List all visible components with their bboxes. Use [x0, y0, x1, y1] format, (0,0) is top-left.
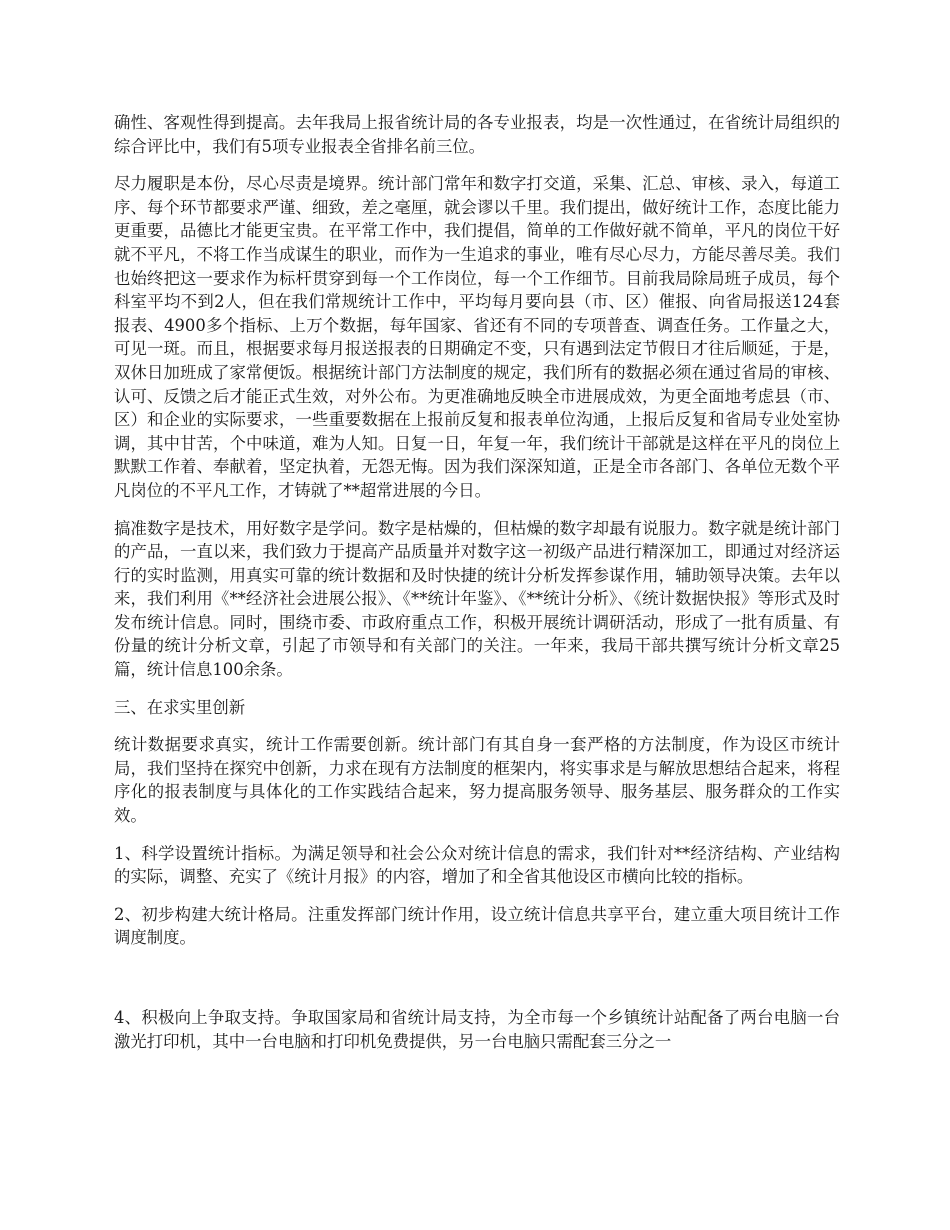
document-body — [114, 111, 840, 1067]
section-heading: 三、在求实里创新 — [114, 697, 246, 717]
paragraph-3: 搞准数字是技术，用好数字是学问。数字是枯燥的，但枯燥的数字却最有说服力。数字就是统计部门的产品，一直以来，我们致力于提高产品质量并对数字这一初级产品进行精深加工，即通过对经济运行的实时监测，用真实可靠的统计数据和及时快捷的统计分析发挥参谋作用，辅助领导决策。去年以来，我们利用《**经济社会进展公报》、《**统计年鉴》、《**统计分析》、《统计数据快报》等形式及时发布统计信息。同时，围绕市委、市政府重点工作，积极开展统计调研活动，形成了一批有质量、有份量的统计分析文章，引起了市领导和有关部门的关注。一年来，我局干部共撰写统计分析文章25篇，统计信息100余条。 — [114, 518, 840, 680]
list-item-1: 1、科学设置统计指标。为满足领导和社会公众对统计信息的需求，我们针对**经济结构、产业结构的实际，调整、充实了《统计月报》的内容，增加了和全省其他设区市横向比较的指标。 — [114, 843, 840, 887]
blank-spacer — [114, 964, 840, 1006]
paragraph-4: 统计数据要求真实，统计工作需要创新。统计部门有其自身一套严格的方法制度，作为设区市统计局，我们坚持在探究中创新，力求在现有方法制度的框架内，将实事求是与解放思想结合起来，将程序化的报表制度与具体化的工作实践结合起来，努力提高服务领导、服务基层、服务群众的工作实效。 — [114, 735, 840, 826]
paragraph-1: 确性、客观性得到提高。去年我局上报省统计局的各专业报表，均是一次性通过，在省统计局组织的综合评比中，我们有5项专业报表全省排名前三位。 — [114, 113, 840, 156]
paragraph-2: 尽力履职是本份，尽心尽责是境界。统计部门常年和数字打交道，采集、汇总、审核、录入，每道工序、每个环节都要求严谨、细致，差之毫厘，就会谬以千里。我们提出，做好统计工作，态度比能力更重要，品德比才能更宝贵。在平常工作中，我们提倡，简单的工作做好就不简单，平凡的岗位干好就不平凡，不将工作当成谋生的职业，而作为一生追求的事业，唯有尽心尽力，方能尽善尽美。我们也始终把这一要求作为标杆贯穿到每一个工作岗位，每一个工作细节。目前我局除局班子成员，每个科室平均不到2人，但在我们常规统计工作中，平均每月要向县（市、区）催报、向省局报送124套报表、4900多个指标、上万个数据，每年国家、省还有不同的专项普查、调查任务。工作量之大，可见一斑。而且，根据要求每月报送报表的日期确定不变，只有遇到法定节假日才往后顺延，于是，双休日加班成了家常便饭。根据统计部门方法制度的规定，我们所有的数据必须在通过省局的审核、认可、反馈之后才能正式生效，对外公布。为更准确地反映全市进展成效，为更全面地考虑县（市、区）和企业的实际要求，一些重要数据在上报前反复和报表单位沟通，上报后反复和省局专业处室协调，其中甘苦，个中味道，难为人知。日复一日，年复一年，我们统计干部就是这样在平凡的岗位上默默工作着、奉献着，坚定执着，无怨无悔。因为我们深深知道，正是全市各部门、各单位无数个平凡岗位的不平凡工作，才铸就了**超常进展的今日。 — [114, 174, 840, 500]
list-item-2: 2、初步构建大统计格局。注重发挥部门统计作用，设立统计信息共享平台，建立重大项目统计工作调度制度。 — [114, 904, 840, 948]
list-item-4: 4、积极向上争取支持。争取国家局和省统计局支持，为全市每一个乡镇统计站配备了两台电脑一台激光打印机，其中一台电脑和打印机免费提供，另一台电脑只需配套三分之一 — [114, 1008, 840, 1051]
